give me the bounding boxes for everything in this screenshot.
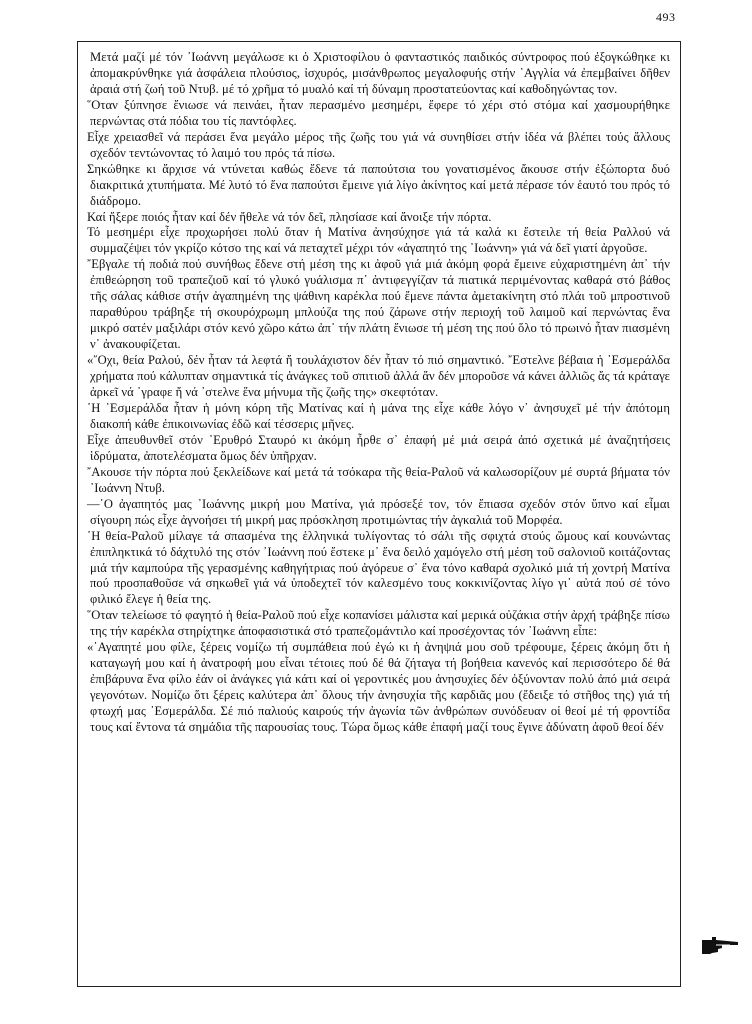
paragraph: ῞Οταν τελείωσε τό φαγητό ἡ θεία-Ραλοῦ πού εἶχε κοπανίσει μάλιστα καί μερικά οὐζάκια στήν ἀρχή τράβηξε πίσω της τήν καρέκλα στηρίχτηκε ἀποφασιστικά στό τραπεζομάντιλο καί προσέχοντας τόν ᾿Ιωάννη εἶπε: [87, 608, 670, 639]
paragraph: ῾Η θεία-Ραλοῦ μίλαγε τά σπασμένα της ἑλληνικά τυλίγοντας τό σάλι τῆς σφιχτά στούς ὤμους καί κουνώντας ἐπιπληκτικά τό δάχτυλό της στόν ᾿Ιωάννη πού ἔστεκε μ᾿ ἕνα δειλό χαμόγελο στή μέση τοῦ σαλονιοῦ κοιτάζοντας μιά τήν καμπούρα τῆς γερασμένης καθηγήτριας πού ἀγόρευε σ᾿ ἕνα τόνο καθαρά σχολικό μιά τή χοντρή Ματίνα πού προσπαθοῦσε νά σηκωθεῖ γιά νά ὑποδεχτεῖ τόν καλεσμένο τους κοκκινίζοντας λίγο γι᾿ αὐτά πού σέ τόνο φιλικό ἔλεγε ἡ θεία της. [87, 528, 670, 607]
paragraph: «᾿Αγαπητέ μου φίλε, ξέρεις νομίζω τή συμπάθεια πού ἐγώ κι ἡ ἀνηψιά μου σοῦ τρέφουμε, ξέρεις ἀκόμη ὅτι ἡ καταγωγή μου καί ἡ ἀνατροφή μου εἶναι τέτοιες πού δέ θά ζήταγα τή βοήθεια κανενός καί περισσότερο δέ θά ἐπιβάρυνα ἕνα φίλο ἐάν οἱ ἀνάγκες γιά κάτι καί οἱ γεροντικές μου ἀνησυχίες δέν ὀξύνονταν πολύ ἀπό μιά σειρά γεγονότων. Νομίζω ὅτι ξέρεις καλύτερα ἀπ᾿ ὅλους τήν ἀνησυχία τῆς καρδιᾶς μου (ἔδειξε τό στῆθος της) γιά τή φτωχή μας ᾿Εσμεράλδα. Σέ πιό παλιούς καιρούς τήν ἀγωνία τῶν ἀνθρώπων συνόδευαν οἱ θεοί μέ τή φροντίδα τους καί ἔντονα τά σημάδια τῆς παρουσίας τους. Τώρα ὅμως κάθε ἐπαφή μαζί τους ἔγινε ἀδύνατη ἀφοῦ θεοί δέν [87, 640, 670, 735]
paragraph: ῞Οταν ξύπνησε ἔνιωσε νά πεινάει, ἦταν περασμένο μεσημέρι, ἔφερε τό χέρι στό στόμα καί χασμουρήθηκε περνώντας στά πόδια του τίς παντόφλες. [87, 97, 670, 128]
page-number: 493 [656, 10, 676, 24]
text-frame [77, 41, 681, 987]
paragraph: Σηκώθηκε κι ἄρχισε νά ντύνεται καθώς ἔδενε τά παπούτσια του γονατισμένος ἄκουσε στήν ἐξώπορτα δυό διακριτικά χτυπήματα. Μέ λυτό τό ἕνα παπούτσι ἔμεινε γιά λίγο ἀκίνητος καί μετά πέρασε τόν ἑαυτό του πρός τό διάδρομο. [87, 161, 670, 208]
paragraph: —῾Ο ἀγαπητός μας ᾿Ιωάννης μικρή μου Ματίνα, γιά πρόσεξέ τον, τόν ἔπιασα σχεδόν στόν ὕπνο καί εἶμαι σίγουρη πώς εἶχε ἀγνοήσει τή μικρή μας πρόσκληση προτιμώντας τήν ἀγκαλιά τοῦ Μορφέα. [87, 496, 670, 527]
paragraph: «῎Οχι, θεία Ραλού, δέν ἦταν τά λεφτά ἤ τουλάχιστον δέν ἦταν τό πιό σημαντικό. ῎Εστελνε βέβαια ἡ ᾿Εσμεράλδα χρήματα πού κάλυπταν σημαντικά τίς ἀνάγκες τοῦ σπιτιοῦ ἀλλά ἄν δέν μποροῦσε νά κάνει ἀλλιῶς ἄς τά κράταγε ἀρκεῖ νά ᾿γραφε ἤ νά ᾿στελνε ἕνα μήνυμα τῆς ζωῆς της» σκεφτόταν. [87, 353, 670, 400]
paragraph: Εἶχε ἀπευθυνθεῖ στόν ᾿Ερυθρό Σταυρό κι ἀκόμη ἦρθε σ᾿ ἐπαφή μέ μιά σειρά ἀπό σχετικά μέ ἀναζητήσεις ἱδρύματα, ἀποτελέσματα ὅμως δέν ὑπῆρχαν. [87, 432, 670, 463]
paragraph: ῎Ακουσε τήν πόρτα πού ξεκλείδωνε καί μετά τά τσόκαρα τῆς θεία-Ραλοῦ νά καλωσορίζουν μέ συρτά βήματα τόν ᾿Ιωάννη Ντυβ. [87, 464, 670, 495]
paragraph: Τό μεσημέρι εἶχε προχωρήσει πολύ ὅταν ἡ Ματίνα ἀνησύχησε γιά τά καλά κι ἔστειλε τή θεία Ραλλού νά συμμαζέψει τόν γκρίζο κότσο της καί νά πεταχτεῖ μέχρι τόν «ἀγαπητό της ᾿Ιωάννη» γιά νά δεῖ γιατί ἀργοῦσε. [87, 225, 670, 256]
pointing-hand-icon [700, 934, 740, 956]
paragraph: Καί ἤξερε ποιός ἦταν καί δέν ἤθελε νά τόν δεῖ, πλησίασε καί ἄνοιξε τήν πόρτα. [87, 209, 492, 224]
paragraph: Μετά μαζί μέ τόν ᾿Ιωάννη μεγάλωσε κι ὁ Χριστοφίλου ὁ φανταστικός παιδικός σύντροφος πού ἐξογκώθηκε κι ἀπομακρύνθηκε γιά ἀσφάλεια πλούσιος, ἰσχυρός, μισάνθρωπος μεγαλοφυής στήν ᾿Αγγλία νά ἐπεμβαίνει δῆθεν ἀραιά στή ζωή τοῦ Ντυβ. μέ τό χρῆμα τό μυαλό καί τή δύναμη προστατεύοντας καί καθοδηγώντας τον. [90, 50, 670, 96]
paragraph: Εἶχε χρειασθεῖ νά περάσει ἕνα μεγάλο μέρος τῆς ζωῆς του γιά νά συνηθίσει στήν ἰδέα νά βλέπει τούς ἄλλους σχεδόν τεντώνοντας τό λαιμό του πρός τά πίσω. [87, 129, 670, 160]
paragraph: ῾Η ᾿Εσμεράλδα ἦταν ἡ μόνη κόρη τῆς Ματίνας καί ἡ μάνα της εἶχε κάθε λόγο ν᾿ ἀνησυχεῖ μέ τήν ἀπότομη διακοπή κάθε ἐπικοινωνίας ἐδῶ καί τέσσερις μῆνες. [87, 400, 670, 431]
paragraph: ῎Εβγαλε τή ποδιά πού συνήθως ἔδενε στή μέση της κι ἀφοῦ γιά μιά ἀκόμη φορά ἔμεινε εὐχαριστημένη ἀπ᾿ τήν ἐπιθεώρηση τοῦ τραπεζιοῦ καί τό γλυκό γυάλισμα π᾿ ἀντιφεγγίζαν τά πιατικά περιμένοντας καθαρά στό βάθος τῆς σάλας κάθισε στήν ἀγαπημένη της ψάθινη καρέκλα πού ἔμενε πάντα ἀμετακίνητη στό πλάι τοῦ μπροστινοῦ παραθύρου τράβηξε τή σκουρόχρωμη μπλούζα της πού ζάρωνε στήν περιοχή τοῦ λαιμοῦ καί περνώντας ἕνα μικρό σατέν μαξιλάρι στόν κενό χῶρο κάτω ἀπ᾿ τήν πλάτη ἔνιωσε τή μέση της πού ὅλο τό πρωινό ἦταν πιασμένη ν᾿ ἀνακουφίζεται. [87, 257, 670, 352]
